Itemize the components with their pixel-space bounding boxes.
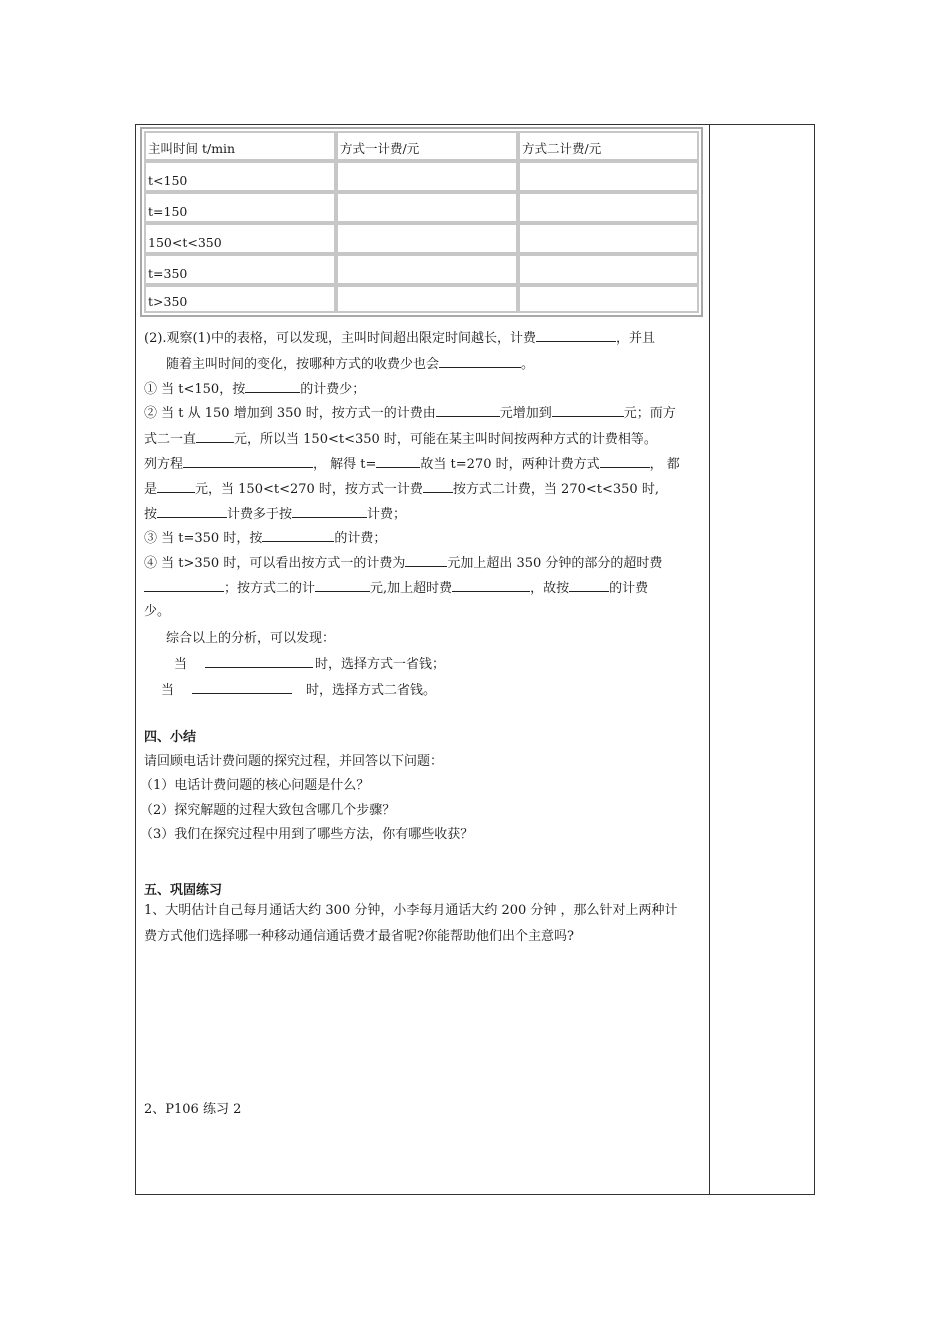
case-2-line-3: 列方程 ， 解得 t= 故当 t=270 时，两种计费方式 ， 都	[144, 457, 680, 472]
column-divider	[709, 125, 710, 1194]
fill-blank[interactable]	[196, 430, 234, 443]
fill-blank[interactable]	[405, 554, 447, 567]
summary-when-1: 当 时，选择方式一省钱；	[174, 657, 446, 672]
exercise-1-line-2: 费方式他们选择哪一种移动通信通话费才最省呢?你能帮助他们出个主意吗?	[144, 929, 574, 944]
table-cell	[518, 192, 699, 223]
section-4-intro: 请回顾电话计费问题的探究过程，并回答以下问题：	[144, 754, 444, 769]
table-cell	[336, 192, 518, 223]
case-2-line-4: 是 元，当 150<t<270 时，按方式一计费 按方式二计费，当 270<t<350 时,	[144, 482, 659, 497]
table-cell	[336, 223, 518, 254]
fill-blank[interactable]	[452, 579, 530, 592]
table-row-label: t>350	[144, 285, 336, 313]
section-5-title: 五、巩固练习	[144, 883, 223, 898]
fill-blank[interactable]	[144, 579, 224, 592]
fill-blank[interactable]	[262, 529, 334, 542]
section-4-question-3: （3）我们在探究过程中用到了哪些方法，你有哪些收获？	[140, 827, 474, 842]
table-cell	[336, 285, 518, 313]
table-cell	[518, 161, 699, 192]
case-4-line-3: 少。	[144, 604, 171, 619]
table-cell	[518, 254, 699, 285]
fill-blank[interactable]	[292, 505, 367, 518]
fill-blank[interactable]	[376, 455, 420, 468]
case-1-line: ① 当 t<150，按 的计费少；	[144, 382, 366, 397]
fill-blank[interactable]	[315, 579, 370, 592]
case-2-line-5: 按 计费多于按 计费；	[144, 507, 407, 522]
table-cell	[518, 285, 699, 313]
fill-blank[interactable]	[245, 380, 300, 393]
table-row-label: 150<t<350	[144, 223, 336, 254]
fill-blank[interactable]	[183, 455, 313, 468]
fill-blank[interactable]	[439, 355, 521, 368]
section-4-question-2: （2）探究解题的过程大致包含哪几个步骤？	[140, 803, 396, 818]
section-4-title: 四、小结	[144, 730, 197, 745]
summary-intro: 综合以上的分析，可以发现：	[166, 631, 336, 646]
fill-blank[interactable]	[552, 404, 624, 417]
table-cell	[336, 254, 518, 285]
table-header-cell: 方式一计费/元	[336, 131, 518, 161]
table-row-label: t=350	[144, 254, 336, 285]
fill-blank[interactable]	[157, 480, 195, 493]
table-row-label: t=150	[144, 192, 336, 223]
section-4-question-1: （1）电话计费问题的核心问题是什么？	[140, 778, 370, 793]
table-header-cell: 方式二计费/元	[518, 131, 699, 161]
billing-table	[140, 127, 703, 317]
exercise-2: 2、P106 练习 2	[144, 1102, 242, 1117]
case-3-line: ③ 当 t=350 时，按 的计费；	[144, 531, 387, 546]
observation-line-1: (2).观察(1)中的表格，可以发现，主叫时间超出限定时间越长，计费 ，并且	[144, 331, 655, 346]
table-cell	[336, 161, 518, 192]
fill-blank[interactable]	[205, 655, 313, 668]
case-4-line-2: ；按方式二的计 元,加上超时费 ，故按 的计费	[144, 579, 648, 598]
fill-blank[interactable]	[569, 579, 609, 592]
case-2-line-2: 式二一直 元，所以当 150<t<350 时，可能在某主叫时间按两种方式的计费相等。	[144, 432, 657, 447]
lesson-frame	[135, 124, 815, 1195]
case-4-line-1: ④ 当 t>350 时，可以看出按方式一的计费为 元加上超出 350 分钟的部分的超时费	[144, 556, 663, 571]
fill-blank[interactable]	[157, 505, 227, 518]
summary-when-2: 当 时，选择方式二省钱。	[161, 683, 437, 698]
fill-blank[interactable]	[536, 329, 616, 342]
fill-blank[interactable]	[192, 681, 292, 694]
fill-blank[interactable]	[423, 480, 453, 493]
table-header-cell: 主叫时间 t/min	[144, 131, 336, 161]
observation-line-2: 随着主叫时间的变化，按哪种方式的收费少也会 。	[166, 357, 535, 372]
table-row-label: t<150	[144, 161, 336, 192]
fill-blank[interactable]	[600, 455, 650, 468]
fill-blank[interactable]	[436, 404, 500, 417]
table-cell	[518, 223, 699, 254]
exercise-1-line-1: 1、大明估计自己每月通话大约 300 分钟，小李每月通话大约 200 分钟 ，那么针对上两种计	[144, 903, 678, 918]
case-2-line-1: ② 当 t 从 150 增加到 350 时，按方式一的计费由 元增加到 元；而方	[144, 406, 676, 421]
